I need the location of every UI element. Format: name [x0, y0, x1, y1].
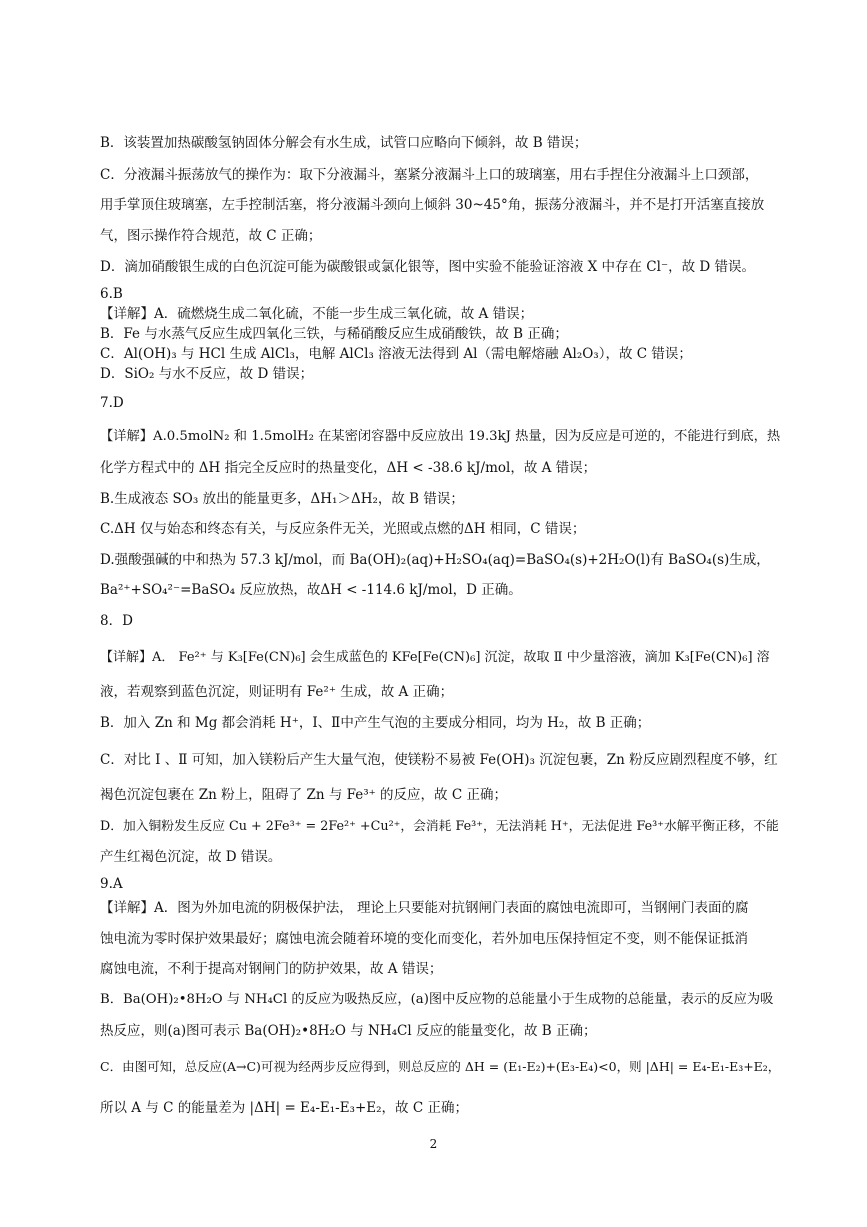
text-line: Ba²⁺+SO₄²⁻=BaSO₄ 反应放热，故ΔH < -114.6 kJ/mol，D 正确。 [100, 582, 522, 598]
text-line: B．Ba(OH)₂•8H₂O 与 NH₄Cl 的反应为吸热反应，(a)图中反应物的总能量小于生成物的总能量，表示的反应为吸 [100, 992, 774, 1007]
text-line: C．由图可知，总反应(A→C)可视为经两步反应得到，则总反应的 ΔH = (E₁-E₂)+(E₃-E₄)<0，则 |ΔH| = E₄-E₁-E₃+E₂， [100, 1059, 781, 1074]
text-line: 【详解】A．图为外加电流的阴极保护法， 理论上只要能对抗钢闸门表面的腐蚀电流即可，当钢闸门表面的腐 [100, 900, 749, 916]
text-line: 腐蚀电流，不利于提高对钢闸门的防护效果，故 A 错误； [100, 961, 443, 977]
text-line: 用手掌顶住玻璃塞，左手控制活塞，将分液漏斗颈向上倾斜 30~45°角，振荡分液漏斗，并不是打开活塞直接放 [100, 197, 765, 213]
text-line: 【详解】A． Fe²⁺ 与 K₃[Fe(CN)₆] 会生成蓝色的 KFe[Fe(CN)₆] 沉淀，故取 Ⅱ 中少量溶液，滴加 K₃[Fe(CN)₆] 溶 [100, 650, 770, 665]
text-line: D．滴加硝酸银生成的白色沉淀可能为碳酸银或氯化银等，图中实验不能验证溶液 X 中存在 Cl⁻，故 D 错误。 [100, 259, 755, 275]
text-line: D．SiO₂ 与水不反应，故 D 错误； [100, 366, 314, 382]
text-line: B.生成液态 SO₃ 放出的能量更多，ΔH₁＞ΔH₂，故 B 错误； [100, 491, 464, 507]
text-line: B．该装置加热碳酸氢钠固体分解会有水生成，试管口应略向下倾斜，故 B 错误； [100, 135, 588, 151]
text-line: B．加入 Zn 和 Mg 都会消耗 H⁺，Ⅰ、Ⅱ中产生气泡的主要成分相同，均为 H₂，故 B 正确； [100, 715, 651, 731]
text-line: 蚀电流为零时保护效果最好；腐蚀电流会随着环境的变化而变化，若外加电压保持恒定不变，则不能保证抵消 [100, 931, 748, 947]
text-line: 【详解】A.0.5molN₂ 和 1.5molH₂ 在某密闭容器中反应放出 19.3kJ 热量，因为反应是可逆的，不能进行到底，热 [100, 429, 781, 444]
text-line: 产生红褐色沉淀，故 D 错误。 [100, 849, 282, 865]
text-line: D.强酸强碱的中和热为 57.3 kJ/mol，而 Ba(OH)₂(aq)+H₂SO₄(aq)=BaSO₄(s)+2H₂O(l)有 BaSO₄(s)生成， [100, 552, 770, 568]
text-line: C．分液漏斗振荡放气的操作为：取下分液漏斗，塞紧分液漏斗上口的玻璃塞，用右手捏住分液漏斗上口颈部， [100, 167, 759, 183]
text-line: C．Al(OH)₃ 与 HCl 生成 AlCl₃，电解 AlCl₃ 溶液无法得到 Al（需电解熔融 Al₂O₃），故 C 错误； [100, 346, 692, 362]
page-number: 2 [429, 1137, 438, 1151]
text-line: 【详解】A．硫燃烧生成二氧化硫，不能一步生成三氧化硫，故 A 错误； [100, 306, 534, 322]
text-line: C．对比 Ⅰ 、Ⅱ 可知，加入镁粉后产生大量气泡，使镁粉不易被 Fe(OH)₃ 沉淀包裹，Zn 粉反应剧烈程度不够，红 [100, 752, 778, 768]
text-line: 所以 A 与 C 的能量差为 |ΔH| = E₄-E₁-E₃+E₂，故 C 正确； [100, 1100, 468, 1116]
text-line: 化学方程式中的 ΔH 指完全反应时的热量变化，ΔH < -38.6 kJ/mol，故 A 错误； [100, 460, 597, 476]
text-line: 褐色沉淀包裹在 Zn 粉上，阻碍了 Zn 与 Fe³⁺ 的反应，故 C 正确； [100, 787, 507, 803]
text-line: 液，若观察到蓝色沉淀，则证明有 Fe²⁺ 生成，故 A 正确； [100, 684, 454, 700]
text-line: D．加入铜粉发生反应 Cu + 2Fe³⁺ = 2Fe²⁺ +Cu²⁺，会消耗 Fe³⁺，无法消耗 H⁺，无法促进 Fe³⁺水解平衡正移，不能 [100, 819, 779, 834]
question-number: 9.A [100, 876, 123, 892]
question-number: 6.B [100, 286, 123, 302]
text-line: C.ΔH 仅与始态和终态有关，与反应条件无关，光照或点燃的ΔH 相同，C 错误； [100, 521, 586, 537]
question-number: 8．D [100, 613, 133, 629]
question-number: 7.D [100, 395, 124, 411]
text-line: 热反应，则(a)图可表示 Ba(OH)₂•8H₂O 与 NH₄Cl 反应的能量变化，故 B 正确； [100, 1023, 597, 1039]
text-line: 气，图示操作符合规范，故 C 正确； [100, 228, 322, 244]
text-line: B．Fe 与水蒸气反应生成四氧化三铁，与稀硝酸反应生成硝酸铁，故 B 正确； [100, 326, 568, 342]
